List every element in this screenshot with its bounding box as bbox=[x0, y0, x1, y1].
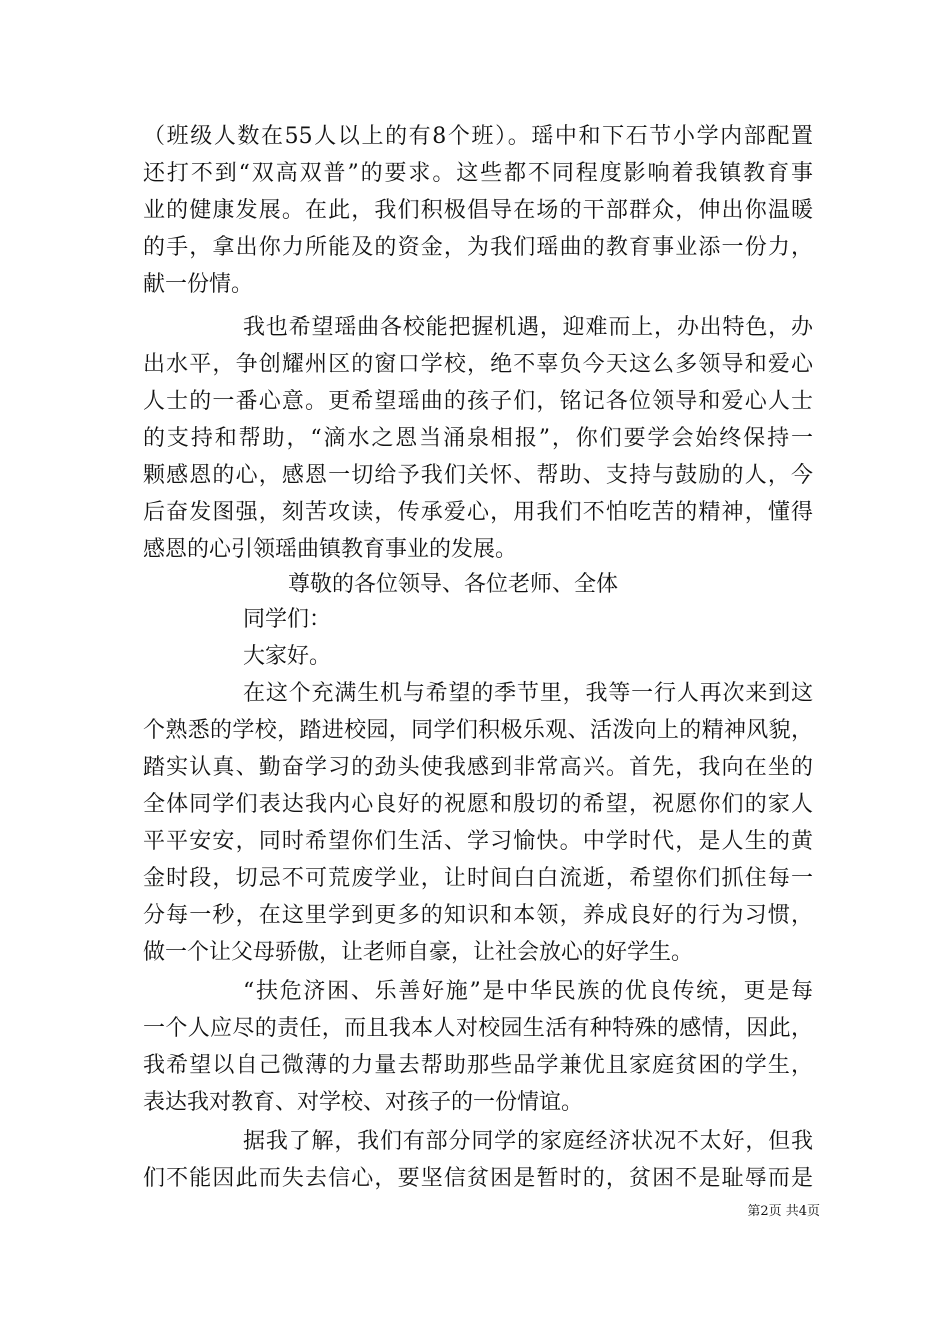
text-line: 们不能因此而失去信心，要坚信贫困是暂时的，贫困不是耻辱而是 bbox=[143, 1166, 813, 1191]
salutation-line: 尊敬的各位领导、各位老师、全体 bbox=[288, 572, 619, 597]
text-line: 人士的一番心意。更希望瑶曲的孩子们，铭记各位领导和爱心人士 bbox=[143, 389, 813, 414]
paragraph-first-line: 我也希望瑶曲各校能把握机遇，迎难而上，办出特色，办 bbox=[243, 315, 813, 340]
text-line: 业的健康发展。在此，我们积极倡导在场的干部群众，伸出你温暖 bbox=[143, 198, 813, 223]
text-line: 个熟悉的学校，踏进校园，同学们积极乐观、活泼向上的精神风貌， bbox=[143, 718, 813, 743]
text-line: 还打不到“双高双普”的要求。这些都不同程度影响着我镇教育事 bbox=[143, 161, 813, 186]
page-number: 第2页 共4页 bbox=[747, 1204, 820, 1219]
text-line: 献一份情。 bbox=[143, 272, 254, 297]
greeting-line: 大家好。 bbox=[243, 644, 332, 669]
text-line: 平平安安，同时希望你们生活、学习愉快。中学时代，是人生的黄 bbox=[143, 829, 813, 854]
text-line: 踏实认真、勤奋学习的劲头使我感到非常高兴。首先，我向在坐的 bbox=[143, 755, 813, 780]
paragraph-first-line: 在这个充满生机与希望的季节里，我等一行人再次来到这 bbox=[243, 681, 813, 706]
text-line: 做一个让父母骄傲，让老师自豪，让社会放心的好学生。 bbox=[143, 940, 694, 965]
text-line: 一个人应尽的责任，而且我本人对校园生活有种特殊的感情，因此， bbox=[143, 1016, 813, 1041]
text-line: 后奋发图强，刻苦攻读，传承爱心，用我们不怕吃苦的精神，懂得 bbox=[143, 500, 813, 525]
salutation-line: 同学们： bbox=[243, 607, 332, 632]
text-line: 全体同学们表达我内心良好的祝愿和殷切的希望，祝愿你们的家人 bbox=[143, 792, 813, 817]
text-line: 我希望以自己微薄的力量去帮助那些品学兼优且家庭贫困的学生， bbox=[143, 1053, 813, 1078]
paragraph-first-line: “扶危济困、乐善好施”是中华民族的优良传统，更是每 bbox=[243, 979, 813, 1004]
paragraph-first-line: 据我了解，我们有部分同学的家庭经济状况不太好，但我 bbox=[243, 1129, 813, 1154]
text-line: 出水平，争创耀州区的窗口学校，绝不辜负今天这么多领导和爱心 bbox=[143, 352, 813, 377]
text-line: 的手，拿出你力所能及的资金，为我们瑶曲的教育事业添一份力， bbox=[143, 235, 813, 260]
text-line: 的支持和帮助，“滴水之恩当涌泉相报”，你们要学会始终保持一 bbox=[143, 426, 813, 451]
text-line: 金时段，切忌不可荒废学业，让时间白白流逝，希望你们抓住每一 bbox=[143, 866, 813, 891]
text-line: 分每一秒，在这里学到更多的知识和本领，养成良好的行为习惯， bbox=[143, 903, 813, 928]
text-line: 表达我对教育、对学校、对孩子的一份情谊。 bbox=[143, 1090, 584, 1115]
text-line: 感恩的心引领瑶曲镇教育事业的发展。 bbox=[143, 537, 518, 562]
text-line: 颗感恩的心，感恩一切给予我们关怀、帮助、支持与鼓励的人，今 bbox=[143, 463, 813, 488]
text-line: （班级人数在55人以上的有8个班）。瑶中和下石节小学内部配置 bbox=[143, 124, 813, 149]
